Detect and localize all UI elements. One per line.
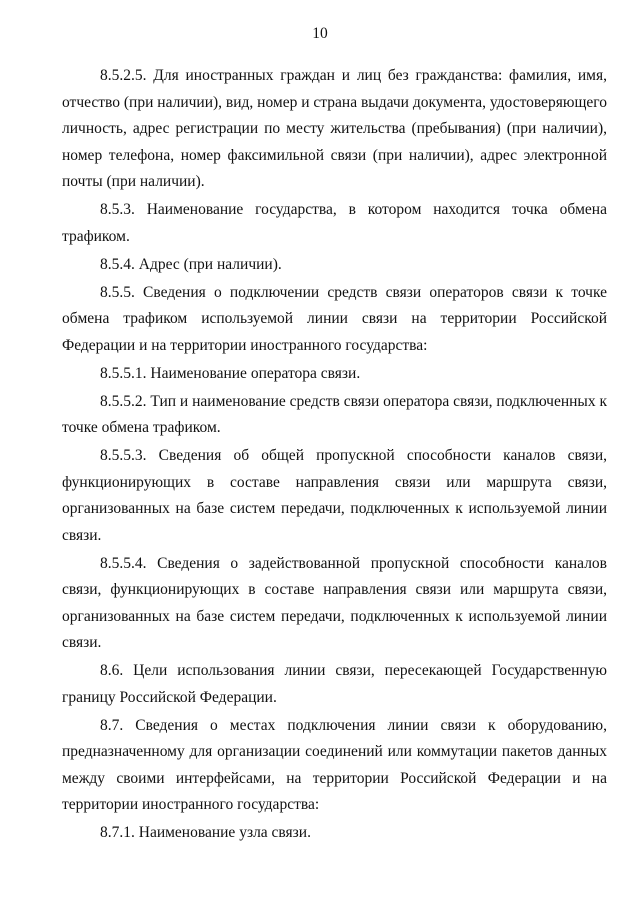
- page-number: 10: [312, 25, 328, 42]
- paragraph-8-5-5-1: 8.5.5.1. Наименование оператора связи.: [100, 364, 361, 382]
- paragraph-8-5-5-4: 8.5.5.4. Сведения о задействованной пропускной способности каналов связи, функционирующих в составе направления связи или маршрута связи, организованных на базе систем передачи, подключенных к используемой линии связи.: [62, 554, 607, 651]
- paragraph-8-6: 8.6. Цели использования линии связи, пересекающей Государственную границу Российской Федерации.: [62, 662, 607, 706]
- paragraph-8-7-1: 8.7.1. Наименование узла связи.: [100, 824, 311, 841]
- paragraph-8-5-3: 8.5.3. Наименование государства, в котором находится точка обмена трафиком.: [62, 201, 607, 245]
- paragraph-8-5-5-3: 8.5.5.3. Сведения об общей пропускной способности каналов связи, функционирующих в составе направления связи или маршрута связи, организованных на базе систем передачи, подключенных к используемой линии связи.: [62, 447, 607, 544]
- paragraph-8-5-5-2: 8.5.5.2. Тип и наименование средств связи оператора связи, подключенных к точке обмена трафиком.: [62, 392, 607, 436]
- document-body: [62, 63, 607, 848]
- paragraph-8-5-5: 8.5.5. Сведения о подключении средств связи операторов связи к точке обмена трафиком используемой линии связи на территории Российской Федерации и на территории иностранного государства:: [62, 283, 607, 354]
- paragraph-8-5-2-5: 8.5.2.5. Для иностранных граждан и лиц без гражданства: фамилия, имя, отчество (при наличии), вид, номер и страна выдачи документа, удостоверяющего личность, адрес регистрации по месту жительства (пребывания) (при наличии), номер телефона, номер факсимильной связи (при наличии), адрес электронной почты (при наличии).: [62, 67, 607, 190]
- paragraph-8-7: 8.7. Сведения о местах подключения линии связи к оборудованию, предназначенному для организации соединений или коммутации пакетов данных между своими интерфейсами, на территории Российской Федерации и на территории иностранного государства:: [62, 716, 607, 813]
- paragraph-8-5-4: 8.5.4. Адрес (при наличии).: [100, 255, 282, 273]
